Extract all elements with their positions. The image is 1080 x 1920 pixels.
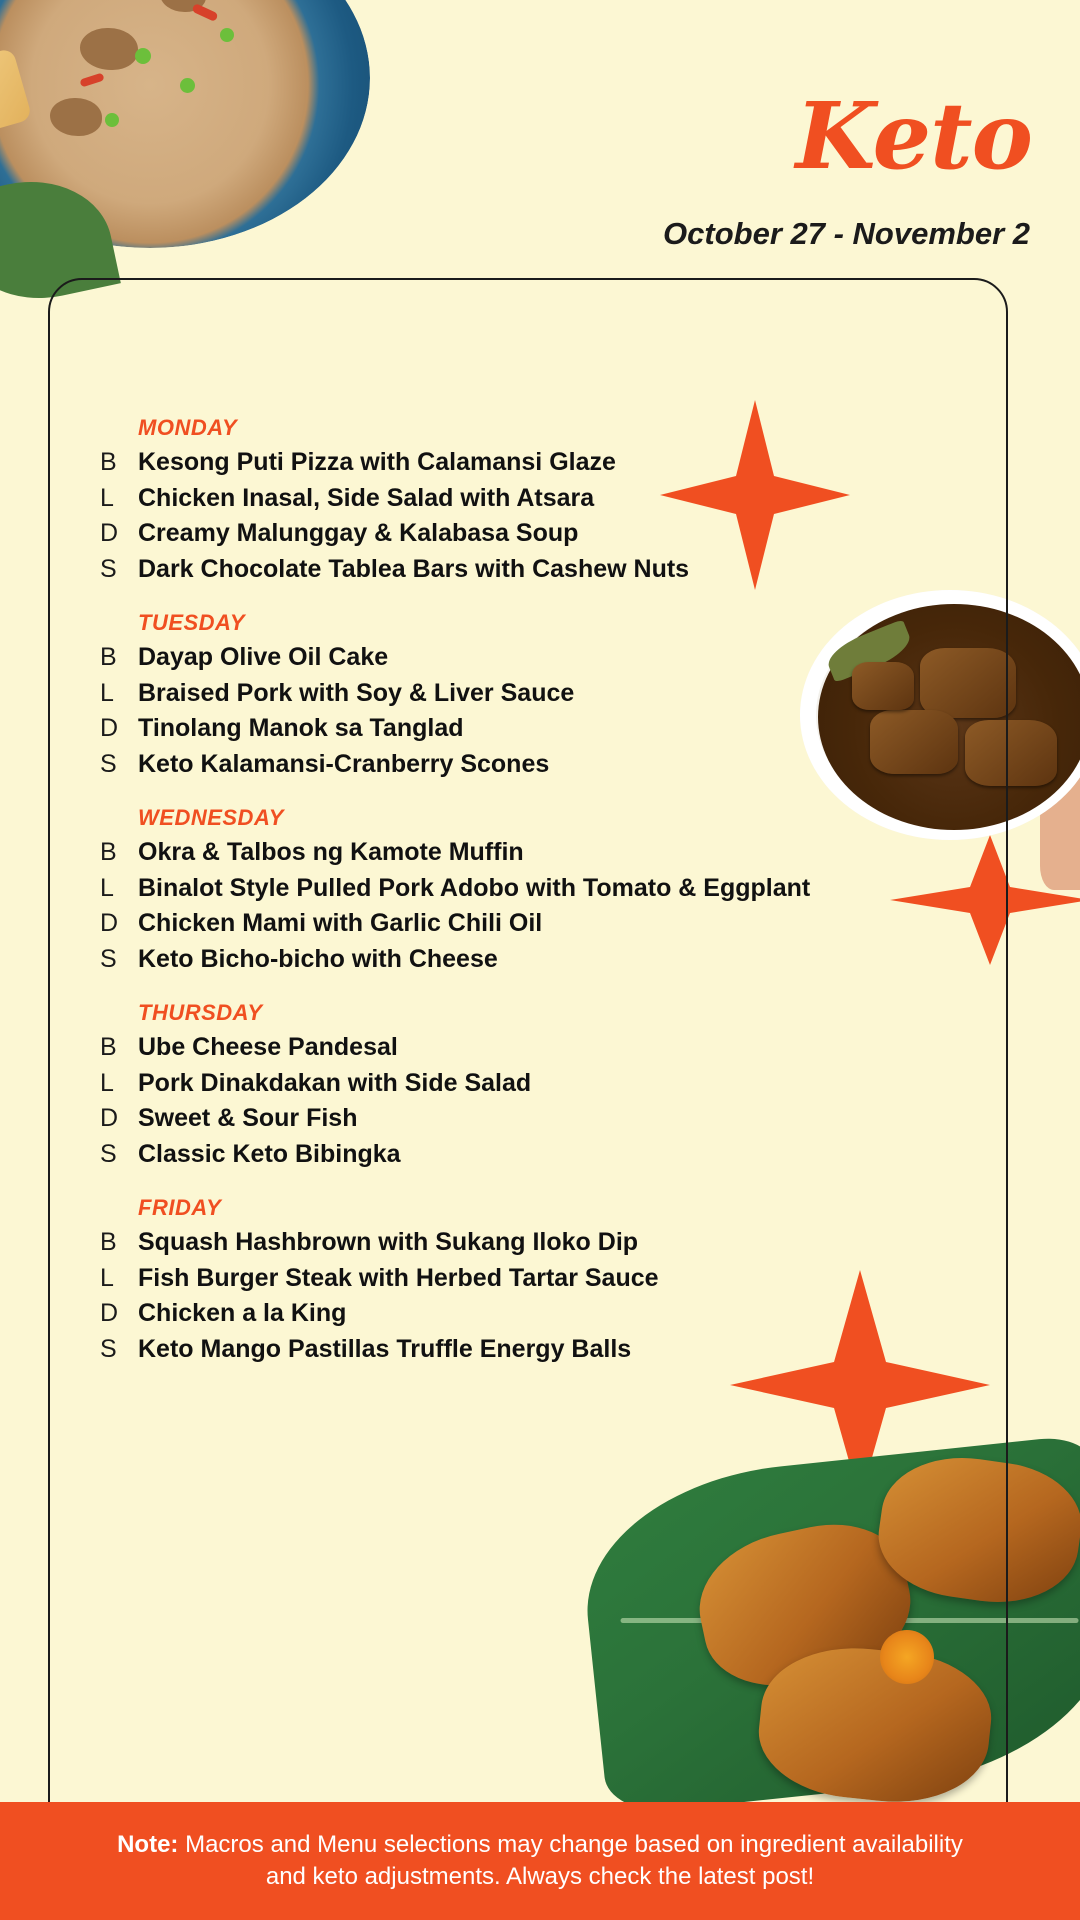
meal-code: D [100, 909, 119, 937]
meal-code: D [100, 714, 119, 742]
meal-code: D [100, 519, 119, 547]
meal-code: S [100, 944, 117, 973]
meal-row [100, 518, 930, 549]
meal-name: Tinolang Manok sa Tanglad [138, 714, 464, 742]
footer-note-label: Note: [117, 1830, 179, 1858]
meal-row [100, 873, 930, 904]
meal-name: Chicken Inasal, Side Salad with Atsara [138, 483, 595, 512]
meal-name: Keto Bicho-bicho with Cheese [138, 944, 498, 973]
meal-code: B [100, 1033, 117, 1061]
day-name: FRIDAY [138, 1195, 222, 1220]
date-range: October 27 - November 2 [663, 216, 1030, 251]
meal-name: Creamy Malunggay & Kalabasa Soup [138, 519, 579, 547]
meal-name: Binalot Style Pulled Pork Adobo with Tomato & Eggplant [138, 873, 811, 902]
footer-note-text-1: Macros and Menu selections may change based on ingredient availability [185, 1830, 963, 1858]
meal-code: L [100, 873, 114, 902]
page-title: Keto [795, 82, 1032, 190]
day-block [100, 610, 930, 779]
meal-name: Okra & Talbos ng Kamote Muffin [138, 838, 524, 866]
meal-code: B [100, 1228, 117, 1256]
meal-row [100, 642, 930, 673]
meal-name: Pork Dinakdakan with Side Salad [138, 1068, 532, 1097]
meal-name: Kesong Puti Pizza with Calamansi Glaze [138, 448, 616, 476]
meal-name: Squash Hashbrown with Sukang Iloko Dip [138, 1228, 639, 1256]
meal-row [100, 713, 930, 744]
meal-code: B [100, 838, 117, 866]
meal-code: S [100, 1334, 117, 1363]
meal-name: Classic Keto Bibingka [138, 1139, 401, 1168]
meal-name: Chicken Mami with Garlic Chili Oil [138, 909, 543, 937]
day-block [100, 805, 930, 974]
meal-name: Ube Cheese Pandesal [138, 1033, 398, 1061]
day-name: MONDAY [138, 415, 238, 440]
meal-row [100, 1139, 930, 1170]
meal-row [100, 678, 930, 709]
meal-name: Fish Burger Steak with Herbed Tartar Sauce [138, 1263, 659, 1292]
meal-row [100, 447, 930, 478]
meal-code: S [100, 554, 117, 583]
meal-name: Keto Mango Pastillas Truffle Energy Balls [138, 1334, 632, 1363]
meal-code: L [100, 1263, 114, 1292]
meal-row [100, 1068, 930, 1099]
day-block [100, 1000, 930, 1169]
day-block [100, 1195, 930, 1364]
footer-line-1 [117, 1829, 963, 1861]
weekly-menu [100, 415, 930, 1390]
footer-note [0, 1802, 1080, 1920]
meal-row [100, 944, 930, 975]
day-name: WEDNESDAY [138, 805, 284, 830]
meal-code: S [100, 1139, 117, 1168]
meal-row [100, 1227, 930, 1258]
meal-code: B [100, 448, 117, 476]
meal-row [100, 1334, 930, 1365]
meal-name: Chicken a la King [138, 1299, 347, 1327]
meal-code: D [100, 1299, 119, 1327]
header [0, 0, 1080, 280]
meal-row [100, 1298, 930, 1329]
day-name: TUESDAY [138, 610, 245, 635]
meal-row [100, 908, 930, 939]
day-block [100, 415, 930, 584]
meal-code: S [100, 749, 117, 778]
meal-row [100, 1032, 930, 1063]
meal-row [100, 483, 930, 514]
meal-row [100, 1263, 930, 1294]
meal-row [100, 837, 930, 868]
meal-row [100, 554, 930, 585]
meal-code: L [100, 678, 114, 707]
meal-name: Dark Chocolate Tablea Bars with Cashew Nuts [138, 554, 690, 583]
meal-code: D [100, 1104, 119, 1132]
meal-code: B [100, 643, 117, 671]
meal-name: Keto Kalamansi-Cranberry Scones [138, 749, 550, 778]
meal-name: Braised Pork with Soy & Liver Sauce [138, 678, 575, 707]
day-name: THURSDAY [138, 1000, 263, 1025]
meal-name: Sweet & Sour Fish [138, 1104, 358, 1132]
meal-code: L [100, 1068, 114, 1097]
meal-code: L [100, 483, 114, 512]
meal-name: Dayap Olive Oil Cake [138, 643, 389, 671]
meal-row [100, 749, 930, 780]
footer-line-2: and keto adjustments. Always check the latest post! [265, 1863, 815, 1890]
meal-row [100, 1103, 930, 1134]
